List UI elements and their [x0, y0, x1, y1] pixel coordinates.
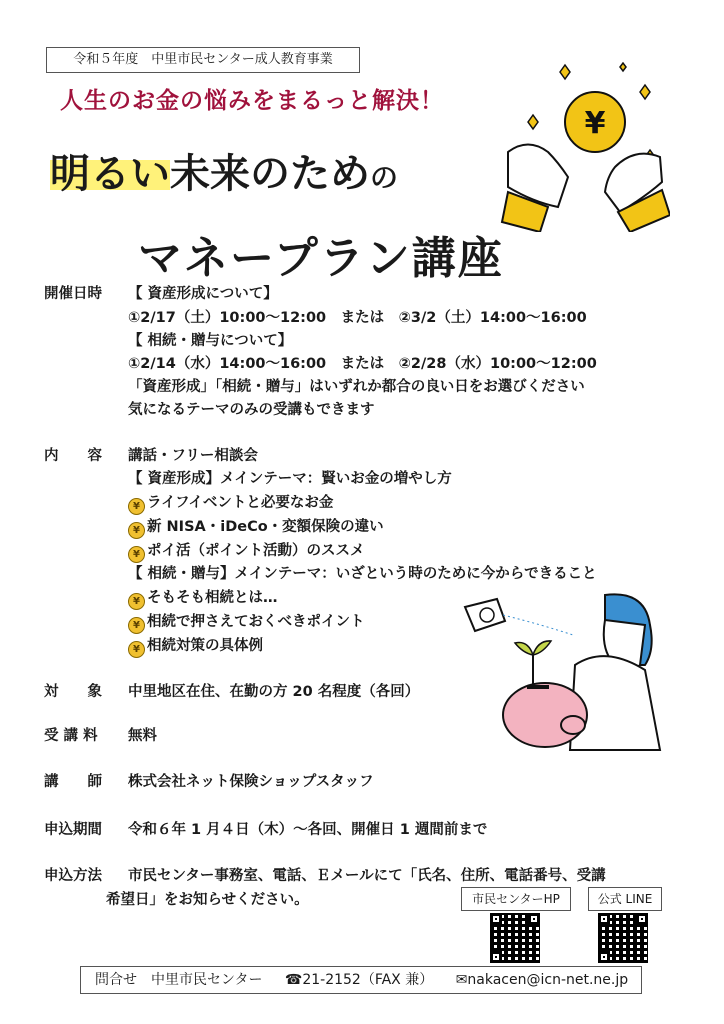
asset-theme: 【 資産形成】メインテーマ：賢いお金の増やし方: [128, 471, 452, 487]
coin-icon: ¥: [128, 593, 145, 610]
lecturer-value: 株式会社ネット保険ショップスタッフ: [128, 774, 374, 790]
title-highlight: 明るい: [50, 151, 170, 197]
asset-dates: ①2/17（土）10:00～12:00 または ②3/2（土）14:00～16:00: [128, 310, 587, 326]
asset-heading: 【 資産形成について】: [128, 286, 278, 302]
inherit-heading: 【 相続・贈与について】: [128, 333, 293, 349]
inherit-theme: 【 相続・贈与】メインテーマ：いざという時のために今からできること: [128, 566, 597, 582]
coin-icon: ¥: [128, 617, 145, 634]
official-line-link[interactable]: 公式 LINE: [588, 887, 662, 911]
schedule-row: [44, 282, 278, 303]
inherit-dates: ①2/14（水）14:00～16:00 または ②2/28（水）10:00～12:00: [128, 356, 597, 372]
contact-label: 問合せ 中里市民センター: [95, 972, 263, 988]
piggy-bank-icon: [503, 683, 587, 747]
fee-value: 無料: [128, 728, 157, 744]
method-line-2: 希望日」をお知らせください。: [106, 892, 309, 908]
period-value: 令和６年 1 月４日（木）～各回、開催日 1 週間前まで: [128, 822, 488, 838]
page-title: [50, 142, 398, 199]
list-item: ¥ 相続で押さえておくべきポイント: [128, 610, 365, 634]
period-row: [44, 818, 487, 839]
target-label: 対 象: [44, 684, 102, 700]
line-qr-code[interactable]: [598, 913, 648, 963]
list-item: ¥ 相続対策の具体例: [128, 634, 263, 658]
email-address[interactable]: ✉nakacen@icn-net.ne.jp: [455, 972, 629, 988]
method-line-1: 市民センター事務室、電話、Ｅメールにて「氏名、住所、電話番号、受講: [128, 868, 606, 884]
coin-icon: ¥: [128, 498, 145, 515]
content-intro: 講話・フリー相談会: [128, 448, 258, 464]
lecturer-row: [44, 770, 374, 791]
target-value: 中里地区在住、在勤の方 20 名程度（各回）: [128, 684, 420, 700]
watering-can-icon: [465, 599, 505, 631]
fee-label: 受 講 料: [44, 728, 98, 744]
coin-icon: ¥: [128, 641, 145, 658]
schedule-note-2: 気になるテーマのみの受講もできます: [128, 402, 375, 418]
list-item: ¥ ライフイベントと必要なお金: [128, 491, 333, 515]
piggy-bank-person-illustration: [455, 585, 665, 755]
schedule-label: 開催日時: [44, 286, 102, 302]
catch-copy: 人生のお金の悩みをまるっと解決！: [60, 88, 444, 114]
tel-fax: ☎21-2152（FAX 兼）: [284, 972, 434, 988]
city-center-hp-link[interactable]: 市民センターHP: [461, 887, 571, 911]
schedule-note-1: 「資産形成」「相続・贈与」はいずれか都合の良い日をお選びください: [128, 379, 585, 395]
list-item: ¥ 新 NISA・iDeCo・変額保険の違い: [128, 515, 384, 539]
lecturer-label: 講 師: [44, 774, 102, 790]
list-item: ¥ ポイ活（ポイント活動）のススメ: [128, 539, 365, 563]
period-label: 申込期間: [44, 822, 102, 838]
coin-icon: ¥: [128, 546, 145, 563]
target-row: [44, 680, 419, 701]
yen-coin-hands-illustration: [500, 62, 670, 232]
fee-row: [44, 724, 157, 745]
method-row: [44, 864, 606, 885]
content-row: [44, 444, 258, 465]
program-label: 令和５年度 中里市民センター成人教育事業: [46, 47, 360, 73]
title-rest: 未来のため: [170, 151, 370, 197]
hp-qr-code[interactable]: [490, 913, 540, 963]
sprout-icon: [515, 641, 551, 655]
coin-icon: ¥: [128, 522, 145, 539]
contact-footer: [80, 966, 642, 994]
method-label: 申込方法: [44, 868, 102, 884]
svg-text:¥: ¥: [584, 106, 606, 141]
list-item: ¥ そもそも相続とは…: [128, 586, 278, 610]
title-small: の: [370, 161, 399, 194]
content-label: 内 容: [44, 448, 102, 464]
course-title: マネープラン講座: [138, 233, 504, 284]
